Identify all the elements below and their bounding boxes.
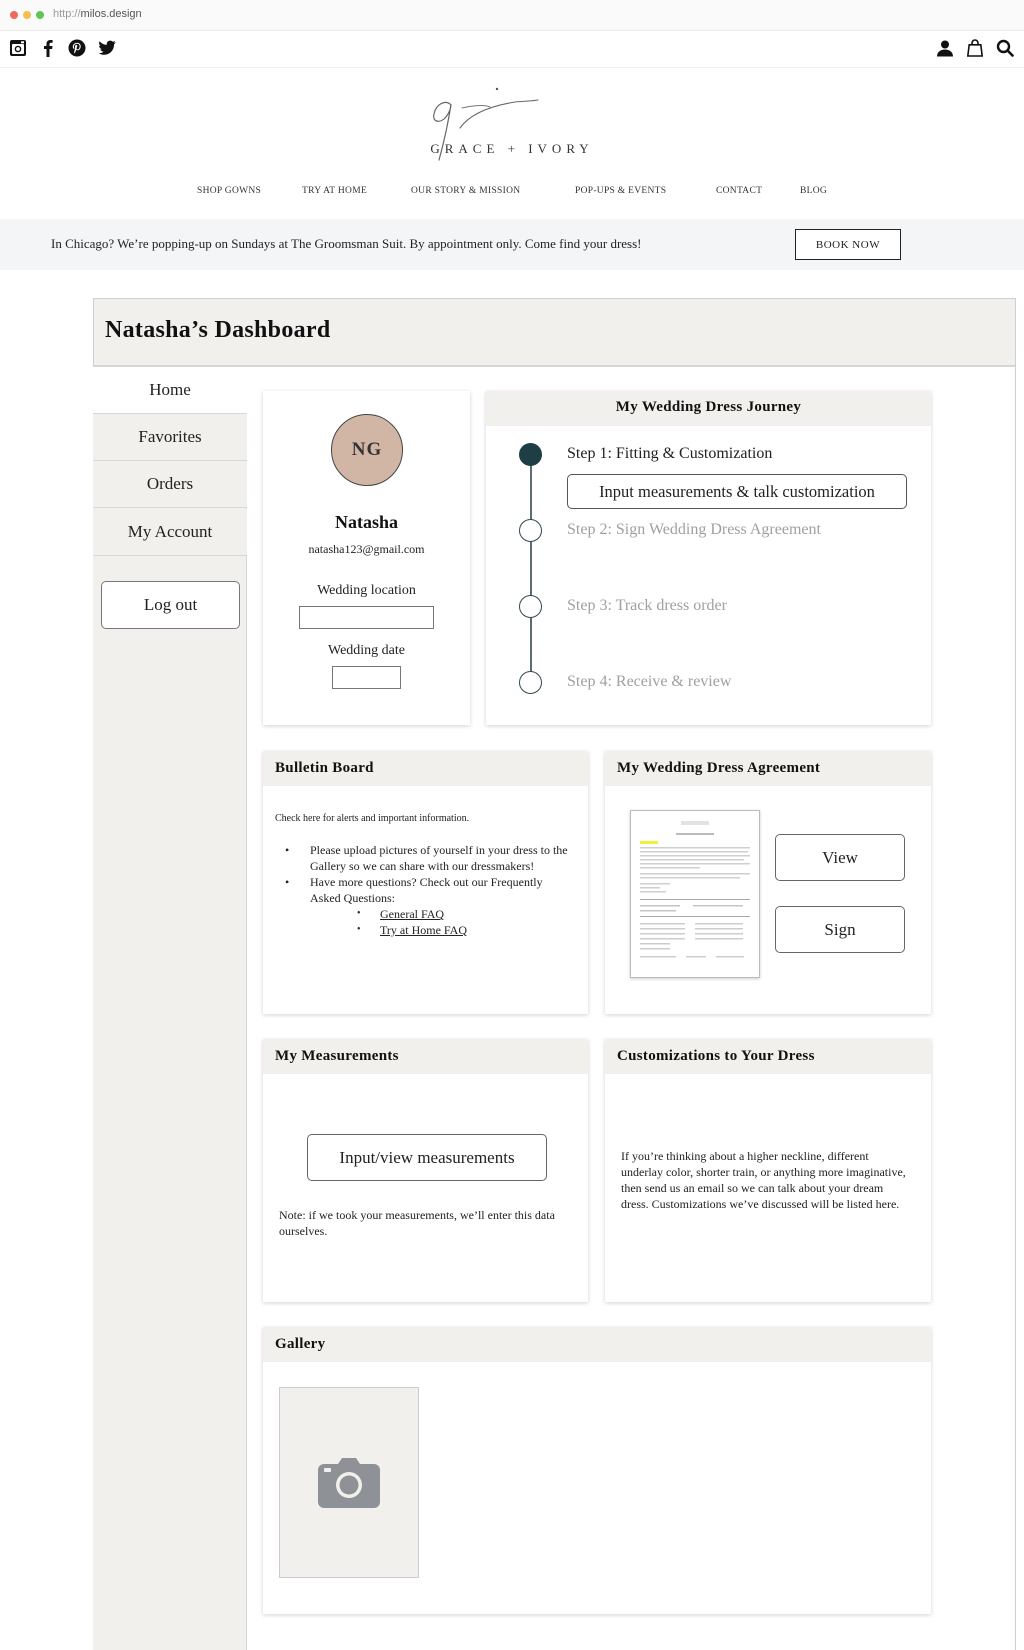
avatar[interactable]: NG [331, 414, 403, 486]
journey-step-2-label: Step 2: Sign Wedding Dress Agreement [567, 521, 821, 538]
wedding-date-label: Wedding date [327, 643, 405, 658]
browser-chrome [0, 0, 1024, 31]
measurements-title: My Measurements [275, 1048, 399, 1064]
url-host: milos.design [80, 8, 142, 20]
bulletin-subitem [310, 906, 575, 922]
nav-our-story[interactable]: OUR STORY & MISSION [411, 186, 521, 196]
instagram-icon[interactable] [8, 38, 28, 58]
search-icon[interactable] [995, 38, 1015, 58]
journey-timeline-line [530, 455, 532, 683]
window-zoom-dot[interactable] [36, 11, 44, 19]
nav-pop-ups[interactable]: POP-UPS & EVENTS [575, 186, 667, 196]
journey-step-4-label: Step 4: Receive & review [567, 673, 732, 690]
general-faq-link[interactable]: General FAQ [380, 907, 445, 921]
sidebar-item-my-account[interactable]: My Account [93, 509, 247, 556]
customizations-text: If you’re thinking about a higher neckline, different underlay color, shorter train, or anything more imaginative, then send us an email so we can talk about your dream dress. Customizations we’ve discussed will be listed here. [621, 1149, 906, 1211]
logo-monogram[interactable] [420, 84, 550, 170]
journey-step-1-label: Step 1: Fitting & Customization [567, 445, 773, 462]
journey-step-3-label: Step 3: Track dress order [567, 597, 727, 614]
nav-try-at-home[interactable]: TRY AT HOME [302, 186, 368, 196]
facebook-icon[interactable] [38, 38, 58, 58]
user-icon[interactable] [935, 38, 955, 58]
bulletin-title: Bulletin Board [275, 760, 374, 776]
twitter-icon[interactable] [97, 38, 117, 58]
camera-icon [318, 1458, 380, 1508]
logo-wordmark[interactable]: GRACE + IVORY [430, 141, 594, 156]
url-protocol: http:// [53, 8, 81, 20]
address-bar[interactable] [53, 8, 142, 20]
sidebar-item-home[interactable]: Home [93, 367, 247, 414]
book-now-button[interactable]: BOOK NOW [795, 229, 901, 260]
bulletin-subitem [310, 922, 575, 938]
bulletin-intro: Check here for alerts and important information. [275, 813, 470, 824]
journey-title: My Wedding Dress Journey [615, 399, 802, 415]
bulletin-item: • Please upload pictures of yourself in your dress to the Gallery so we can share with our dressmakers! [275, 842, 575, 874]
banner-text: In Chicago? We’re popping-up on Sundays at The Groomsman Suit. By appointment only. Come find your dress! [51, 236, 642, 251]
journey-step-4-marker [519, 671, 542, 694]
journey-step-2-marker [519, 519, 542, 542]
wedding-location-label: Wedding location [317, 583, 416, 598]
input-measurements-customization-button[interactable]: Input measurements & talk customization [567, 474, 907, 509]
bulletin-item [275, 874, 575, 938]
top-bar [0, 32, 1024, 68]
window-close-dot[interactable] [10, 11, 18, 19]
window-minimize-dot[interactable] [23, 11, 31, 19]
wedding-location-input[interactable] [299, 606, 434, 629]
journey-step-1-marker [519, 443, 542, 466]
profile-name: Natasha [334, 512, 398, 532]
pinterest-icon[interactable] [67, 38, 87, 58]
gallery-card-header [263, 1327, 931, 1362]
agreement-document-thumbnail[interactable] [630, 810, 760, 978]
sidebar-item-orders[interactable]: Orders [93, 461, 247, 508]
customizations-title: Customizations to Your Dress [617, 1048, 815, 1064]
gallery-title: Gallery [275, 1336, 326, 1352]
dashboard-title: Natasha’s Dashboard [105, 317, 331, 343]
measurements-note: Note: if we took your measurements, we’ll enter this data ourselves. [279, 1208, 555, 1238]
try-at-home-faq-link[interactable]: Try at Home FAQ [380, 923, 468, 937]
bulletin-item-text: Have more questions? Check out our Frequently Asked Questions: [310, 875, 543, 905]
nav-contact[interactable]: CONTACT [716, 186, 763, 196]
logout-button[interactable]: Log out [101, 581, 240, 629]
sidebar-item-favorites[interactable]: Favorites [93, 414, 247, 461]
nav-shop-gowns[interactable]: SHOP GOWNS [197, 186, 262, 196]
profile-email: natasha123@gmail.com [308, 542, 425, 556]
view-agreement-button[interactable]: View [775, 834, 905, 881]
journey-step-3-marker [519, 595, 542, 618]
agreement-title: My Wedding Dress Agreement [617, 760, 821, 776]
bulletin-list [275, 842, 575, 938]
shopping-bag-icon[interactable] [965, 38, 985, 58]
wedding-date-input[interactable] [332, 666, 401, 689]
nav-blog[interactable]: BLOG [800, 186, 828, 196]
sidebar [93, 367, 247, 1650]
gallery-upload-photo[interactable] [279, 1387, 419, 1578]
input-view-measurements-button[interactable]: Input/view measurements [307, 1134, 547, 1181]
sign-agreement-button[interactable]: Sign [775, 906, 905, 953]
